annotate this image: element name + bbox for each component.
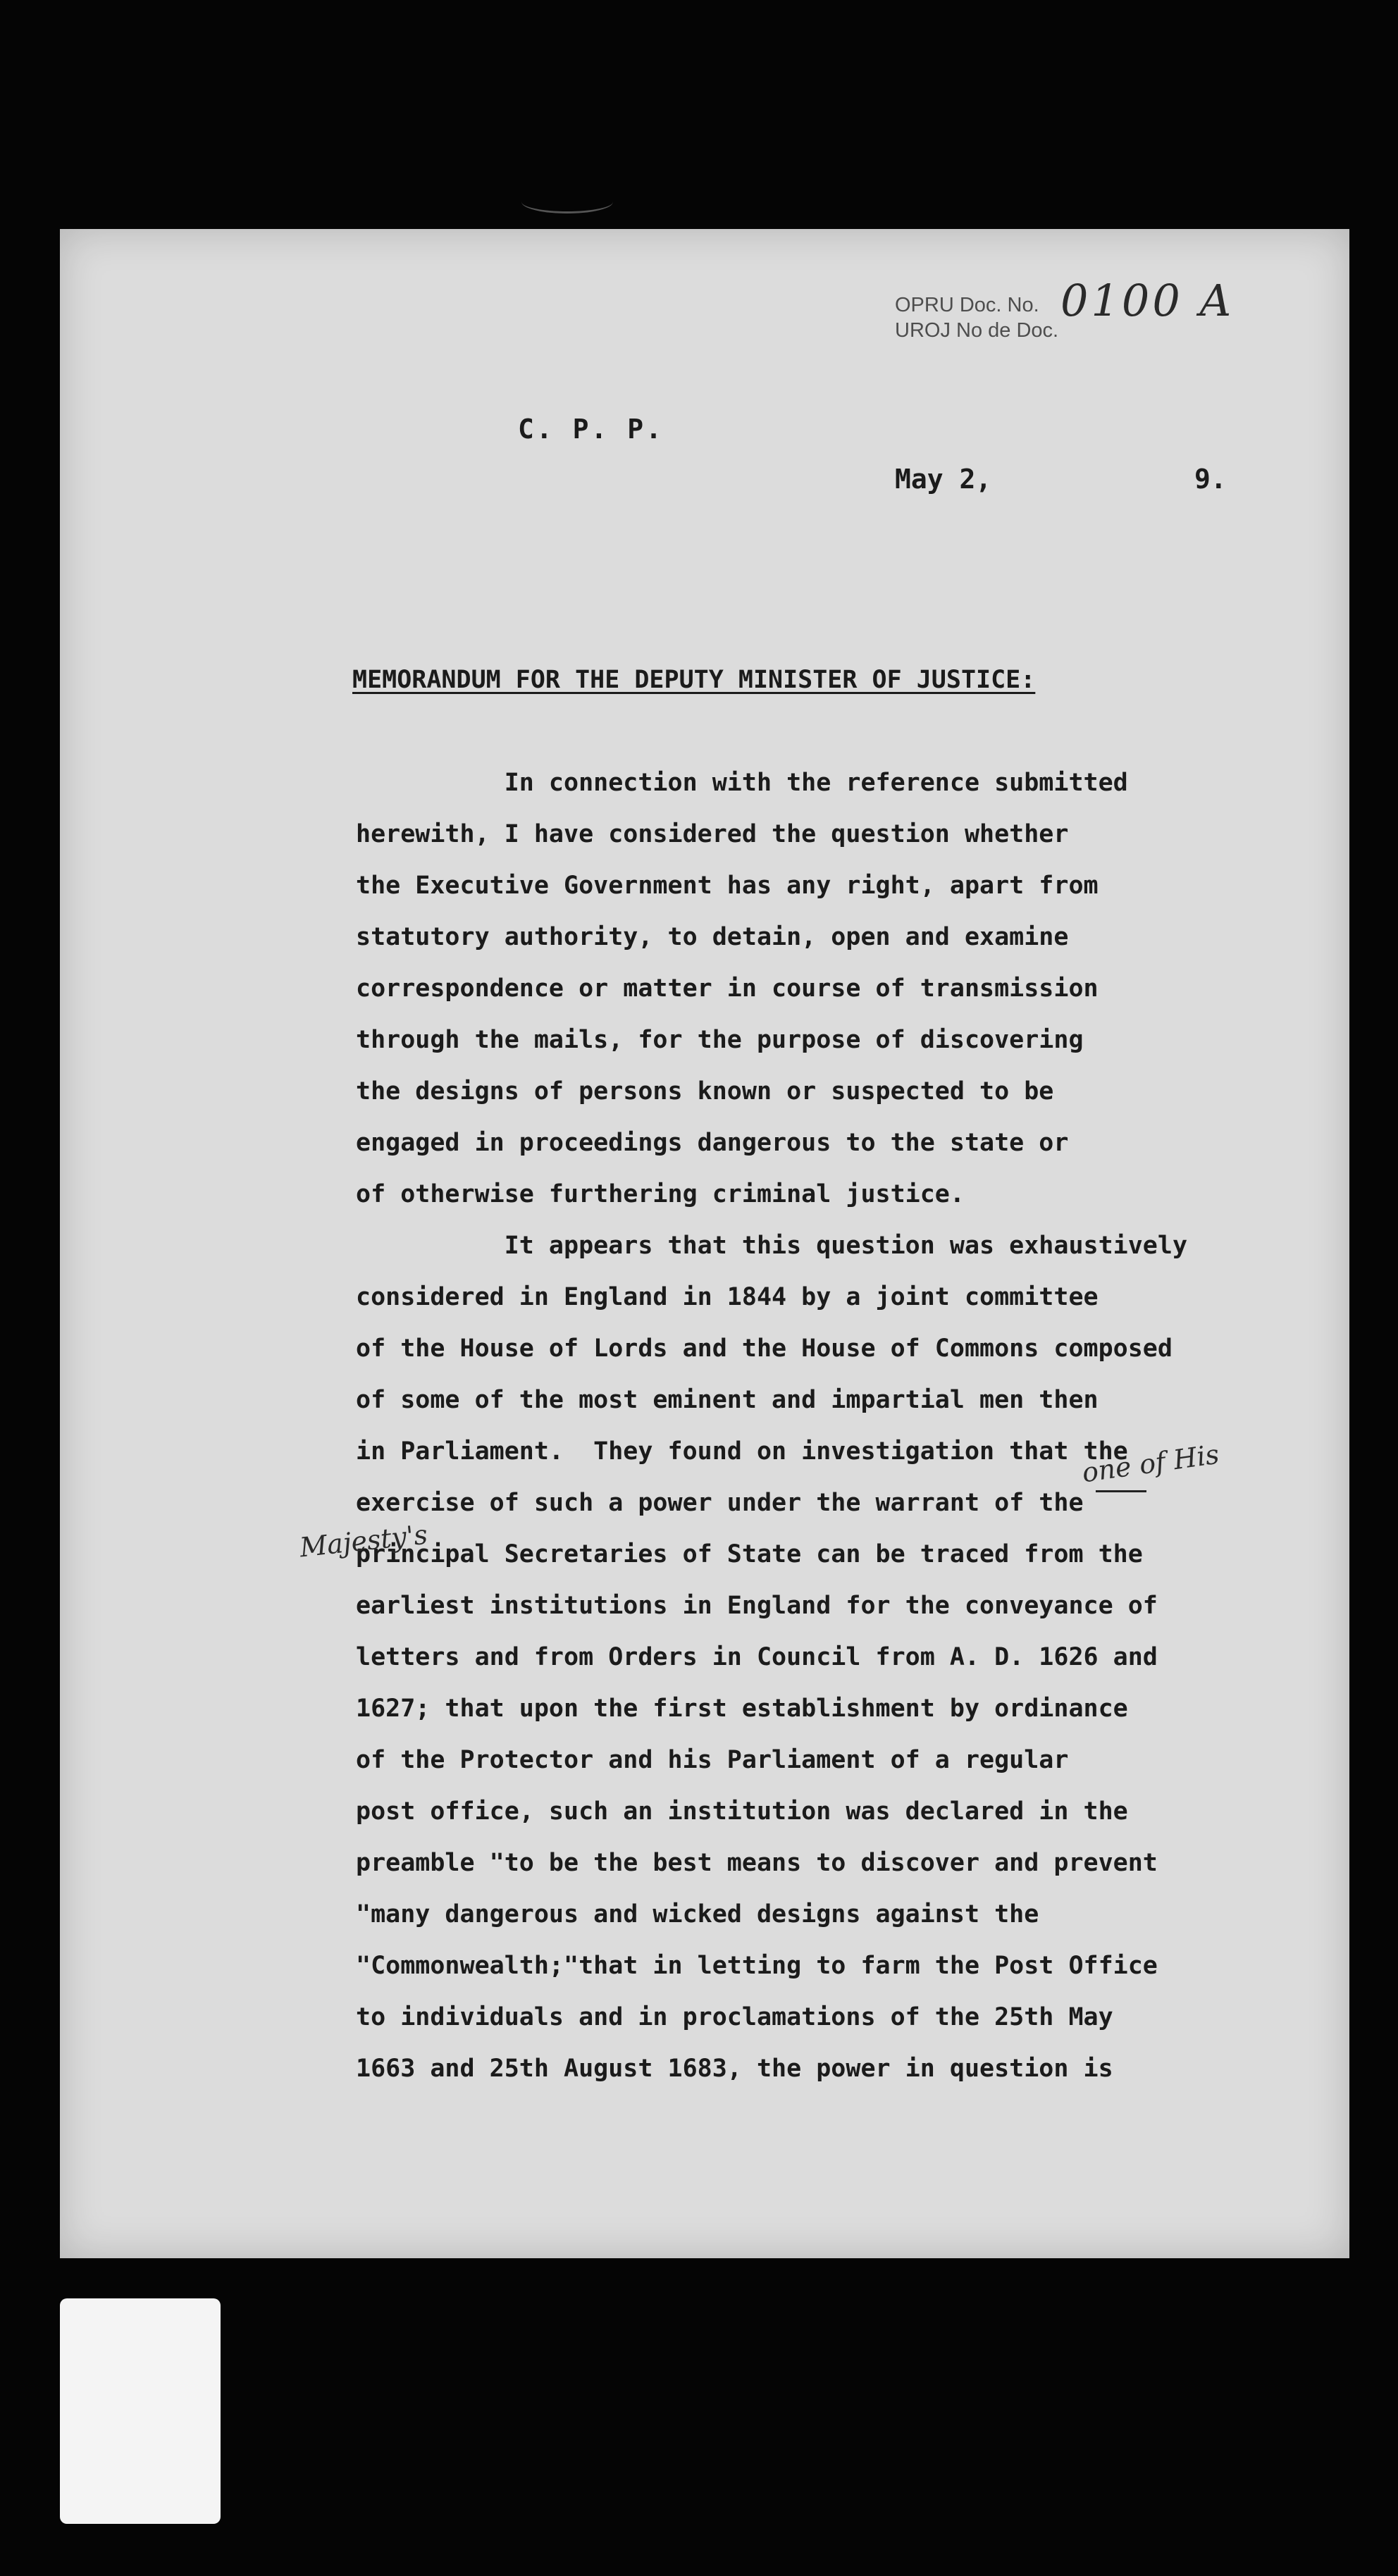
document-page bbox=[60, 229, 1349, 2258]
body-line: the Executive Government has any right, apart from bbox=[356, 872, 1099, 900]
body-line: earliest institutions in England for the conveyance of bbox=[356, 1592, 1158, 1620]
body-line: "many dangerous and wicked designs against the bbox=[356, 1900, 1039, 1928]
body-line: It appears that this question was exhaustively bbox=[356, 1232, 1188, 1260]
body-line: of some of the most eminent and impartial men then bbox=[356, 1386, 1099, 1414]
body-line: In connection with the reference submitted bbox=[356, 769, 1128, 797]
body-line: to individuals and in proclamations of the 25th May bbox=[356, 2003, 1113, 2031]
body-line: of the House of Lords and the House of Commons composed bbox=[356, 1335, 1173, 1363]
reference-code: C. P. P. bbox=[518, 414, 664, 445]
handwritten-annotation: Majesty's bbox=[298, 1518, 429, 1563]
body-line: post office, such an institution was declared in the bbox=[356, 1797, 1128, 1826]
body-line: of otherwise furthering criminal justice. bbox=[356, 1180, 965, 1208]
memo-body bbox=[356, 757, 1335, 2095]
stamp-line-french: UROJ No de Doc. bbox=[895, 319, 1059, 342]
scan-mark bbox=[521, 190, 613, 213]
body-line: letters and from Orders in Council from A. D. 1626 and bbox=[356, 1643, 1158, 1671]
stamp-line-english: OPRU Doc. No. bbox=[895, 294, 1039, 316]
archive-stamp bbox=[895, 292, 1058, 343]
scan-label-tab bbox=[60, 2298, 221, 2524]
body-line: "Commonwealth;"that in letting to farm the Post Office bbox=[356, 1952, 1158, 1980]
body-line: the designs of persons known or suspected to be bbox=[356, 1077, 1054, 1106]
body-line: engaged in proceedings dangerous to the state or bbox=[356, 1129, 1069, 1157]
handwritten-annotation: one of His bbox=[1080, 1438, 1221, 1489]
date: May 2, bbox=[895, 464, 992, 495]
body-line: exercise of such a power under the warrant of the bbox=[356, 1489, 1084, 1517]
body-line: of the Protector and his Parliament of a regular bbox=[356, 1746, 1069, 1774]
body-line: statutory authority, to detain, open and examine bbox=[356, 923, 1069, 951]
body-line: principal Secretaries of State can be traced from the bbox=[356, 1540, 1143, 1568]
stamp-number: 0100 A bbox=[1060, 275, 1235, 326]
body-line: preamble "to be the best means to discover and prevent bbox=[356, 1849, 1158, 1877]
body-line: 1627; that upon the first establishment by ordinance bbox=[356, 1695, 1128, 1723]
memo-heading: MEMORANDUM FOR THE DEPUTY MINISTER OF JUSTICE: bbox=[352, 666, 1036, 694]
body-line: in Parliament. They found on investigation that the bbox=[356, 1437, 1128, 1466]
body-line: 1663 and 25th August 1683, the power in question is bbox=[356, 2055, 1113, 2083]
body-line: through the mails, for the purpose of discovering bbox=[356, 1026, 1084, 1054]
date-year: 9. bbox=[1194, 464, 1227, 495]
body-line: correspondence or matter in course of transmission bbox=[356, 974, 1099, 1003]
body-line: considered in England in 1844 by a joint committee bbox=[356, 1283, 1099, 1311]
strikethrough-mark bbox=[1096, 1490, 1146, 1492]
body-line: herewith, I have considered the question whether bbox=[356, 820, 1069, 848]
